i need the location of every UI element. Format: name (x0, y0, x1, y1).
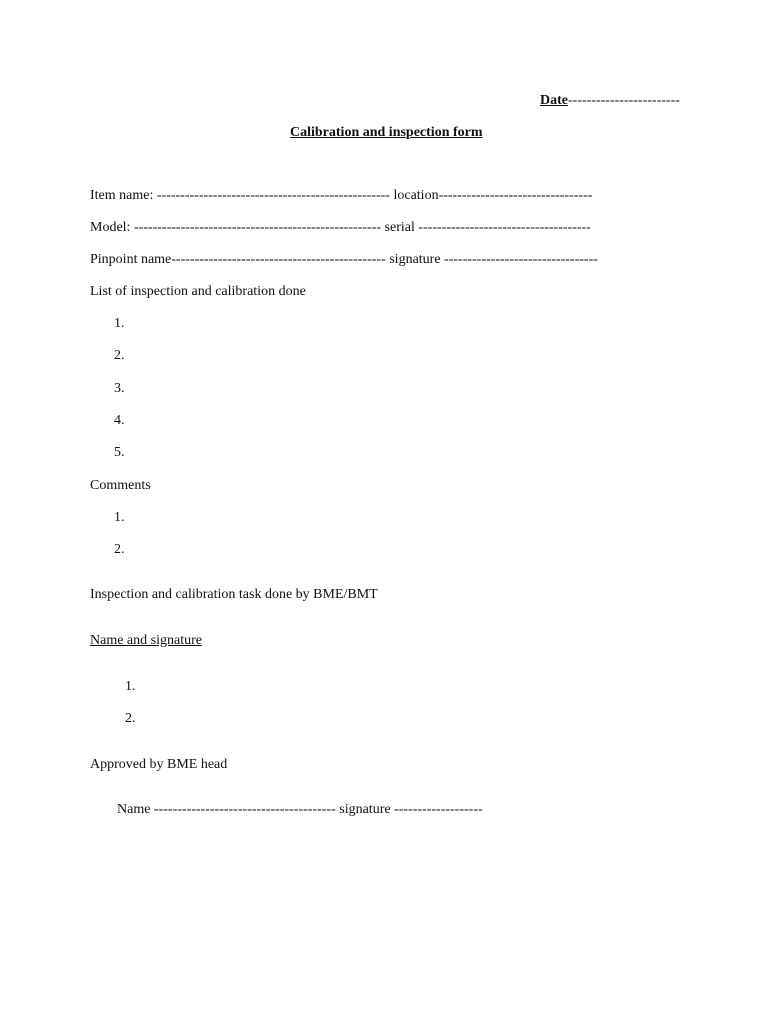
name-signature-heading: Name and signature (90, 633, 202, 648)
date-label: Date (540, 93, 568, 108)
inspection-item: 4. (114, 413, 125, 428)
inspection-item: 1. (114, 316, 125, 331)
approved-by-heading: Approved by BME head (90, 757, 228, 772)
task-done-by: Inspection and calibration task done by BME/BMT (90, 587, 378, 602)
comments-heading: Comments (90, 478, 151, 493)
date-blank: ------------------------ (568, 93, 680, 108)
approval-name-signature-row: Name --------------------------------------- signature ------------------- (117, 802, 483, 817)
inspection-item: 2. (114, 348, 125, 363)
date-field (540, 93, 680, 109)
item-name-location-row: Item name: -------------------------------------------------- location--------------------------------- (90, 188, 593, 203)
inspection-item: 5. (114, 445, 125, 460)
inspection-list-heading: List of inspection and calibration done (90, 284, 306, 299)
inspection-item: 3. (114, 381, 125, 396)
name-signature-item: 1. (125, 679, 136, 694)
model-serial-row: Model: ----------------------------------------------------- serial ------------------------------------- (90, 220, 591, 235)
comment-item: 1. (114, 510, 125, 525)
pinpoint-signature-row: Pinpoint name---------------------------------------------- signature --------------------------------- (90, 252, 598, 267)
comment-item: 2. (114, 542, 125, 557)
name-signature-item: 2. (125, 711, 136, 726)
form-title: Calibration and inspection form (290, 125, 483, 140)
